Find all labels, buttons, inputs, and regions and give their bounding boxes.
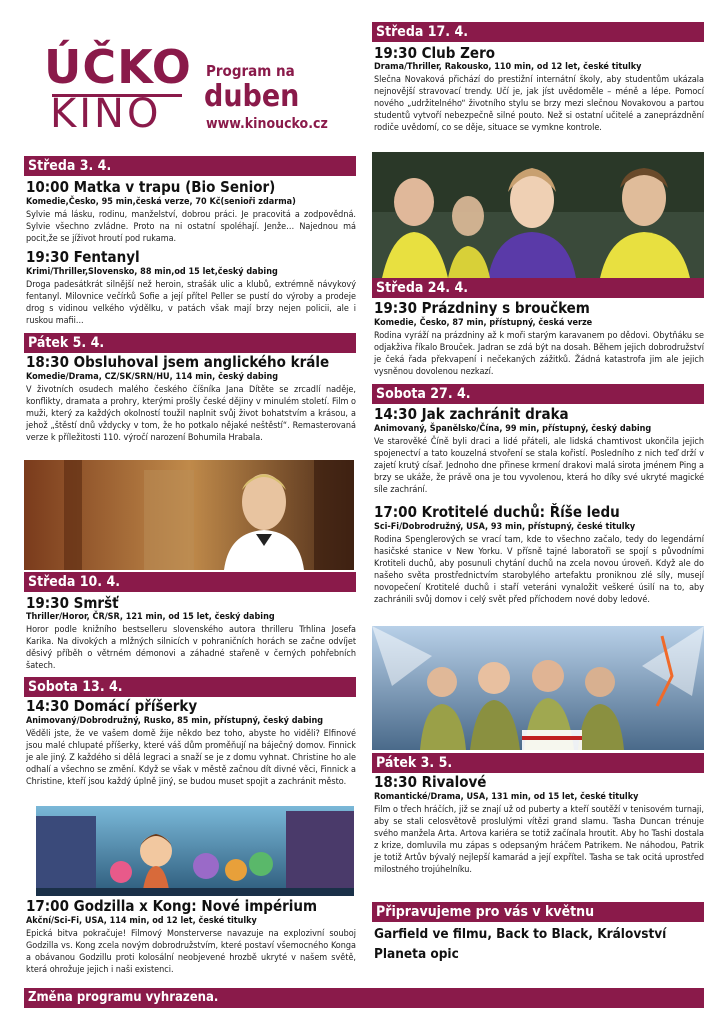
film-title: 19:30 Club Zero <box>374 44 496 62</box>
film-title: 10:00 Matka v trapu (Bio Senior) <box>26 178 276 196</box>
film-title: 14:30 Jak zachránit draka <box>374 405 569 423</box>
day-bar: Sobota 27. 4. <box>372 384 704 404</box>
film-title: 19:30 Fentanyl <box>26 248 140 266</box>
film-title: 18:30 Obsluhoval jsem anglického krále <box>26 353 330 371</box>
film-description: Horor podle knižního bestselleru slovenského autora thrilleru Trhlina Josefa Karika. Na divokých a mlžných silnicích v pohraničních horách se začne odvíjet děsivý příběh o větrném démonovi a záhadné stařeně v černých pohřebních šatech. <box>26 625 356 671</box>
film-meta: Komedie,Česko, 95 min,česká verze, 70 Kč(senioři zdarma) <box>26 197 296 207</box>
website-link[interactable]: www.kinoucko.cz <box>206 116 328 132</box>
film-meta: Romantické/Drama, USA, 131 min, od 15 let, české titulky <box>374 792 639 802</box>
film-description: V životních osudech malého českého číšníka Jana Dítěte se zrcadlí naděje, konflikty, dramata a prohry, kterými prošly české dějiny v minulém století. Film o muži, který za každých okolností toužil naplnit svůj život bohatstvím a krásou, a jehož „štěstí dnů vždycky v tom, že ho potkalo nějaké neštěstí“. Remasterovaná verze k příležitosti 110. výročí narození Bohumila Hrabala. <box>26 385 356 443</box>
program-month: duben <box>204 79 300 114</box>
film-description: Droga padesátkrát silnější než heroin, strašák ulic a klubů, extrémně návykový fentanyl. Milovnice večírků Sofie a její přítel Peller se pustí do výroby a prodeje drog s vidinou velkého výdělku, v patách však mají brzy nejen policii, ale i ruskou mafii... <box>26 280 356 326</box>
upcoming-list: Garfield ve filmu, Back to Black, Království Planeta opic <box>374 926 667 962</box>
day-bar: Pátek 5. 4. <box>24 333 356 353</box>
program-label: Program na <box>206 62 295 80</box>
film-meta: Krimi/Thriller,Slovensko, 88 min,od 15 let,český dabing <box>26 267 278 277</box>
film-title: 17:00 Godzilla x Kong: Nové impérium <box>26 897 318 915</box>
film-description: Film o třech hráčích, již se znají už od puberty a kteří soutěží v tenisovém turnaji, aby se stali celosvětově proslulými vítězi grand slamu. Tasha Duncan trénuje svého manžela Arta. Artova kariéra se totiž začínala hroutit. Aby ho Tashi dostala z krize, domluvila mu zápas s odepsaným hráčem Patrikem. Ne náhodou, Patrik je totiž Artův bývalý nejlepší kamarád a její expřítel. Tasha se tak ocitá uprostřed milostného trojúhelníku. <box>374 805 704 875</box>
film-description: Ve starověké Číně byli draci a lidé přáteli, ale lidská chamtivost ukončila jejich spojenectví a tato kouzelná stvoření se stala kořistí. Posledního z nich teď drží v zajetí krutý císař. Jednoho dne přinese krmení drakovi malá sirota jménem Ping a brzy se ukáže, že právě ona je tou vyvolenou, která ho díky své ukryté magické síle zachrání. <box>374 437 704 495</box>
film-meta: Animovaný, Španělsko/Čína, 99 min, přístupný, český dabing <box>374 424 652 434</box>
film-photo-waiter <box>24 460 354 570</box>
film-description: Věděli jste, že ve vašem domě žije někdo bez toho, abyste ho viděli? Elfinové jsou malé chlupaté příšerky, které váš dům proměňují na báječný domov. Finnick je ale jiný. Z každého si dělá legraci a snaží se je z domu vyhnat. Christine ho ale odhalí a všechno se změní. Když se však v městě začnou dít divné věci, Finnick a Christine, kteří jsou každý úplně jiný, se budou muset spojit a zachránit město. <box>26 729 356 787</box>
day-bar: Středa 3. 4. <box>24 156 356 176</box>
logo-kino: KINO <box>50 91 162 137</box>
film-description: Sylvie má lásku, rodinu, manželství, dobrou práci. Je pracovitá a zodpovědná. Sylvie všechno zvládne. Proto na ni ostatní spoléhají. Jenže… Najednou má pocit,že se jíživot hroutí pod rukama. <box>26 210 356 244</box>
film-description: Rodina Spenglerových se vrací tam, kde to všechno začalo, tedy do legendární hasičské stanice v New Yorku. V přísně tajné laboratoři se spojí s původními Krotiteli duchů, aby posunuli chytání duchů na zcela novou úroveň. Když ale do našeho světa prostřednictvím starobylého artefaktu proniknou zlé síly, musejí novopečení Krotitelé duchů i staří veteráni vynaložit veškeré úsilí na to, aby zachránili svůj domov i celý svět před příchodem nové doby ledové. <box>374 535 704 605</box>
film-title: 18:30 Rivalové <box>374 773 487 791</box>
film-meta: Komedie/Drama, CZ/SK/SRN/HU, 114 min, český dabing <box>26 372 279 382</box>
film-title: 19:30 Prázdniny s broučkem <box>374 299 590 317</box>
day-bar: Pátek 3. 5. <box>372 753 704 773</box>
footer-note: Změna programu vyhrazena. <box>24 988 704 1008</box>
film-description: Rodina vyráží na prázdniny až k moři starým karavanem po dědovi. Obytňáku se odjakživa říkalo Brouček. Jadran se zdá být na dosah. Během jejich dobrodružství je čeká řada překvapení i nečekaných zážitků. Žádná katastrofa jim ale jejich vysněnou dovolenou nezkazí. <box>374 331 704 377</box>
film-meta: Akční/Sci-Fi, USA, 114 min, od 12 let, české titulky <box>26 916 257 926</box>
film-meta: Thriller/Horor, ČR/SR, 121 min, od 15 let, český dabing <box>26 612 275 622</box>
film-photo-ghostbusters <box>372 626 704 750</box>
logo-ucko: ÚČKO <box>44 40 192 94</box>
film-meta: Komedie, Česko, 87 min, přístupný, česká verze <box>374 318 593 328</box>
film-title: 19:30 Smršť <box>26 594 119 612</box>
film-photo-monsters <box>36 806 354 896</box>
film-meta: Animovaný/Dobrodružný, Rusko, 85 min, přístupný, český dabing <box>26 716 324 726</box>
film-photo-clubzero <box>372 152 704 278</box>
day-bar: Středa 10. 4. <box>24 572 356 592</box>
header <box>24 40 354 150</box>
film-title: 17:00 Krotitelé duchů: Říše ledu <box>374 503 620 521</box>
day-bar: Sobota 13. 4. <box>24 677 356 697</box>
film-meta: Drama/Thriller, Rakousko, 110 min, od 12 let, české titulky <box>374 62 642 72</box>
film-meta: Sci-Fi/Dobrodružný, USA, 93 min, přístupný, české titulky <box>374 522 636 532</box>
day-bar: Středa 24. 4. <box>372 278 704 298</box>
film-description: Epická bitva pokračuje! Filmový Monsterverse navazuje na explozivní souboj Godzilla vs. Kong zcela novým dobrodružstvím, které postaví všemocného Konga a obávanou Godzillu proti kolosální neobjevené hrozbě ukryté v našem světě, která ohrožuje jejich i naši existenci. <box>26 929 356 975</box>
upcoming-heading: Připravujeme pro vás v květnu <box>372 902 704 922</box>
film-description: Slečna Novaková přichází do prestižní internátní školy, aby studentům ukázala nejnovější stravovací trendy. Učí je, jak jíst uvědoměle – méně a lépe. Pomocí nového „udržitelného“ životního stylu se brzy mezi slečnou Novakovou a partou studentů vytvoří nebezpečně silné pouto. Než si ostatní učitelé a zaneprázdnění rodiče uvědomí, co se děje, situace se vymkne kontrole. <box>374 75 704 133</box>
film-title: 14:30 Domácí příšerky <box>26 697 198 715</box>
day-bar: Středa 17. 4. <box>372 22 704 42</box>
